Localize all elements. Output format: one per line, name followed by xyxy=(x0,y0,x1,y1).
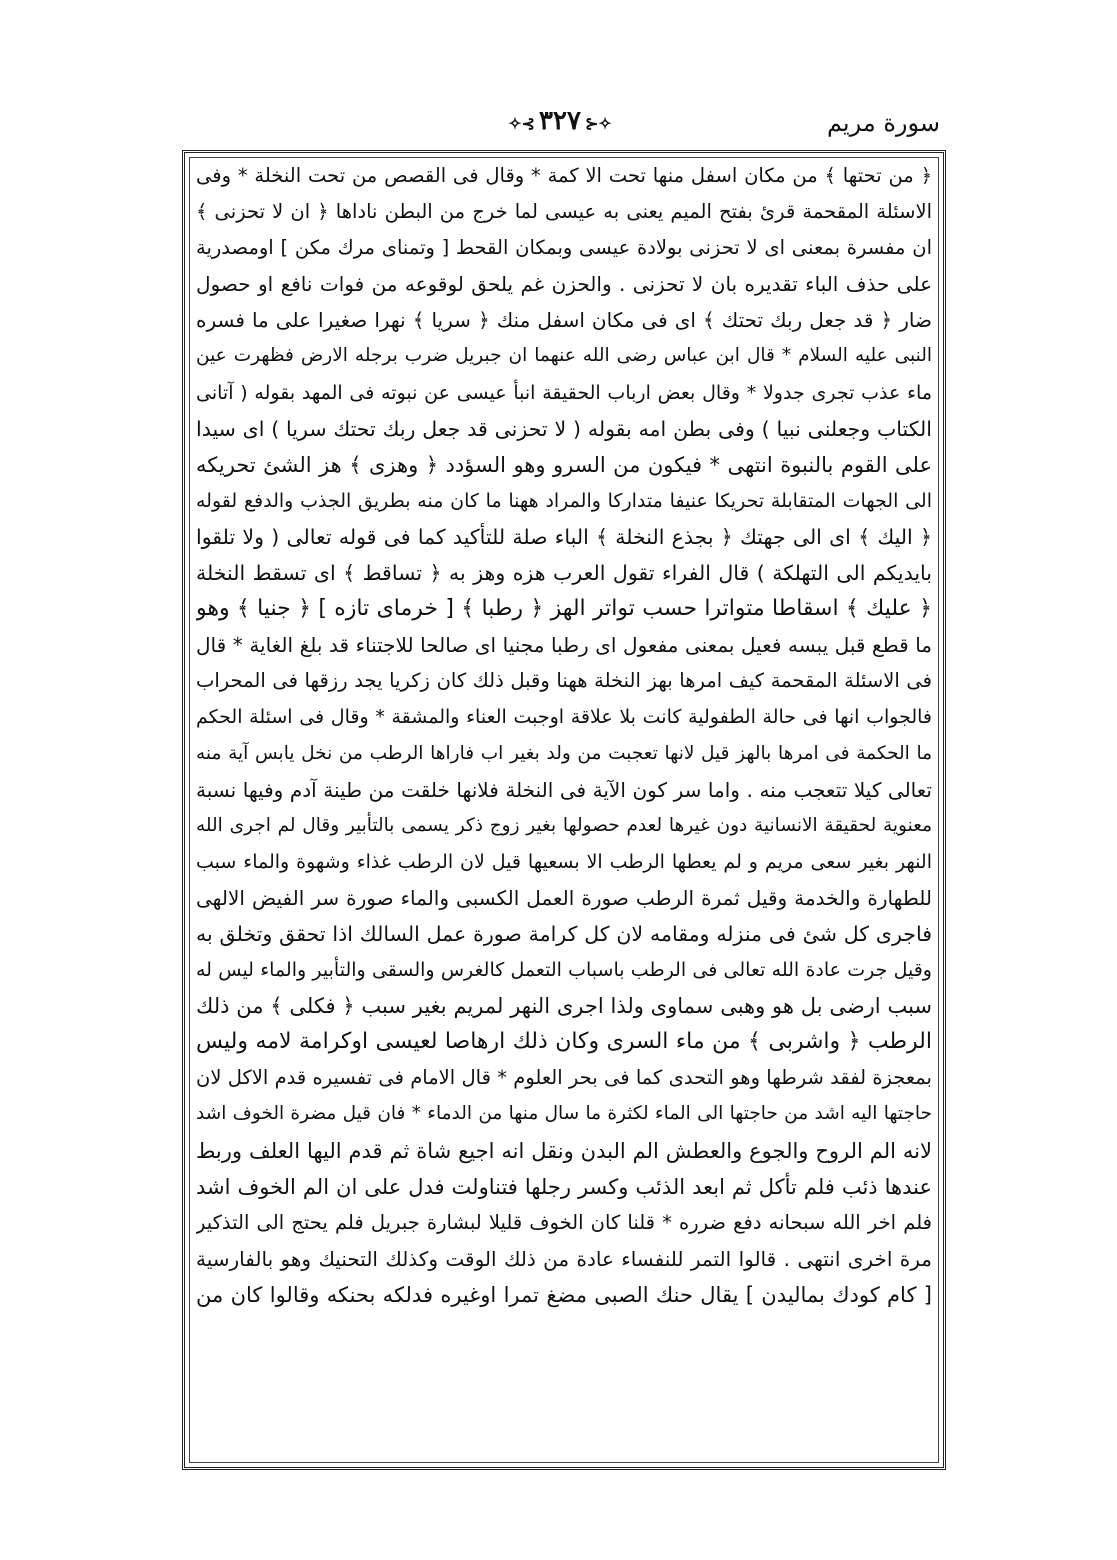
text-line: بمعجزة لفقد شرطها وهو التحدى كما فى بحر العلوم * قال الامام فى تفسيره قدم الاكل لان xyxy=(196,1066,932,1090)
text-line: الكتاب وجعلنى نبيا ) وفى بطن امه بقوله ( لا تحزنى قد جعل ربك تحتك سريا ) اى سيدا xyxy=(196,416,932,441)
page-number xyxy=(500,104,620,141)
text-line: حاجتها اليه اشد من حاجتها الى الماء لكثرة ما سال منها من الدماء * فان قيل مضرة الخوف اشد xyxy=(196,1103,932,1125)
text-line: الرطب ﴿ واشربى ﴾ من ماء السرى وكان ذلك ارهاصا لعيسى اوكرامة لامه وليس xyxy=(196,1029,932,1055)
tafsir-text-body xyxy=(196,158,932,1458)
text-line: ما الحكمة فى امرها بالهز قيل لانها تعجبت من ولد بغير اب فاراها الرطب من نخل يابس آية منه xyxy=(196,742,932,764)
text-line: ضار ﴿ قد جعل ربك تحتك ﴾ اى فى مكان اسفل منك ﴿ سريا ﴾ نهرا صغيرا على ما فسره xyxy=(196,308,932,333)
text-line: النبى عليه السلام * قال ابن عباس رضى الله عنهما ان جبريل ضرب برجله الارض فظهرت عين xyxy=(196,345,932,367)
page-number-value: ٣٢٧ xyxy=(539,106,581,136)
page-header xyxy=(180,100,940,148)
text-line: ﴿ من تحتها ﴾ من مكان اسفل منها تحت الا كمة * وقال فى القصص من تحت النخلة * وفى xyxy=(196,164,932,187)
text-line: ما قطع قبل يبسه فعيل بمعنى مفعول اى رطبا مجنيا اى صالحا للاجتناء قد بلغ الغاية * قال xyxy=(196,633,932,658)
text-line: ان مفسرة بمعنى اى لا تحزنى بولادة عيسى وبمكان القحط [ وتمناى مرك مكن ] اومصدرية xyxy=(196,236,932,260)
ornament-right: ✧⊰ xyxy=(584,114,612,133)
text-line: مرة اخرى انتهى . قالوا التمر للنفساء عادة من ذلك الوقت وكذلك التحنيك وهو بالفارسية xyxy=(196,1246,932,1271)
text-line: لانه الم الروح والجوع والعطش الم البدن ونقل انه اجيع شاة ثم قدم اليها العلف وربط xyxy=(196,1138,932,1163)
text-line: ﴿ اليك ﴾ اى الى جهتك ﴿ بجذع النخلة ﴾ الباء صلة للتأكيد كما فى قوله تعالى ( ولا تلقوا xyxy=(196,524,932,549)
text-line: للطهارة والخدمة وقيل ثمرة الرطب صورة العمل الكسبى والماء صورة سر الفيض الالهى xyxy=(196,885,932,910)
text-line: عندها ذئب فلم تأكل ثم ابعد الذئب وكسر رجلها فتناولت فدل على ان الم الخوف اشد xyxy=(196,1174,932,1199)
surah-name-heading: سورة مريم xyxy=(826,109,940,137)
text-line: معنوية لحقيقة الانسانية دون غيرها لعدم حصولها بغير زوج ذكر يسمى بالتأبير وقال لم اجرى الله xyxy=(196,814,932,836)
text-line: [ كام كودك بماليدن ] يقال حنك الصبى مضغ تمرا اوغيره فدلكه بحنكه وقالوا كان من xyxy=(196,1282,932,1307)
text-line: بايديكم الى التهلكة ) قال الفراء تقول العرب هزه وهز به ﴿ تساقط ﴾ اى تسقط النخلة xyxy=(196,561,932,586)
text-line: الى الجهات المتقابلة تحريكا عنيفا متداركا والمراد ههنا ما كان منه بطريق الجذب والدفع لقوله xyxy=(196,489,932,512)
text-line: سبب ارضى بل هو وهبى سماوى ولذا اجرى النهر لمريم بغير سبب ﴿ فكلى ﴾ من ذلك xyxy=(196,994,932,1019)
text-line: وقيل جرت عادة الله تعالى فى الرطب باسباب التعمل كالغرس والسقى والتأبير والماء ليس له xyxy=(196,959,932,982)
text-line: تعالى كيلا تتعجب منه . واما سر كون الآية فى النخلة فلانها خلقت من طينة آدم وفيها نسبة xyxy=(196,777,932,802)
text-line: فاجرى كل شئ فى منزله ومقامه لان كل كرامة صورة عمل السالك اذا تحقق وتخلق به xyxy=(196,921,932,946)
text-line: على القوم بالنبوة انتهى * فيكون من السرو وهو السؤدد ﴿ وهزى ﴾ هز الشئ تحريكه xyxy=(196,452,932,477)
text-line: على حذف الباء تقديره بان لا تحزنى . والحزن غم يلحق لوقوعه من فوات نافع او حصول xyxy=(196,272,932,297)
text-line: ماء عذب تجرى جدولا * وقال بعض ارباب الحقيقة انبأ عيسى عن نبوته فى المهد بقوله ( آتانى xyxy=(196,381,932,404)
text-line: الاسئلة المقحمة قرئ بفتح الميم يعنى به عيسى لما خرج من البطن ناداها ﴿ ان لا تحزنى ﴾ xyxy=(196,200,932,224)
ornament-left: ⊱✧ xyxy=(508,114,536,133)
text-line: ﴿ عليك ﴾ اسقاطا متواترا حسب تواتر الهز ﴿ رطبا ﴾ [ خرماى تازه ] ﴿ جنيا ﴾ وهو xyxy=(196,596,932,622)
text-line: فالجواب انها فى حالة الطفولية كانت بلا علاقة اوجبت العناء والمشقة * وقال فى اسئلة الحكم xyxy=(196,706,932,729)
text-line: فلم اخر الله سبحانه دفع ضرره * قلنا كان الخوف قليلا لبشارة جبريل فلم يحتج الى التذكير xyxy=(196,1210,932,1234)
text-line: النهر بغير سعى مريم و لم يعطها الرطب الا بسعيها قيل لان الرطب غذاء وشهوة والماء سبب xyxy=(196,850,932,873)
text-line: فى الاسئلة المقحمة كيف امرها بهز النخلة ههنا وقبل ذلك كان زكريا يجد رزقها فى المحراب xyxy=(196,669,932,693)
